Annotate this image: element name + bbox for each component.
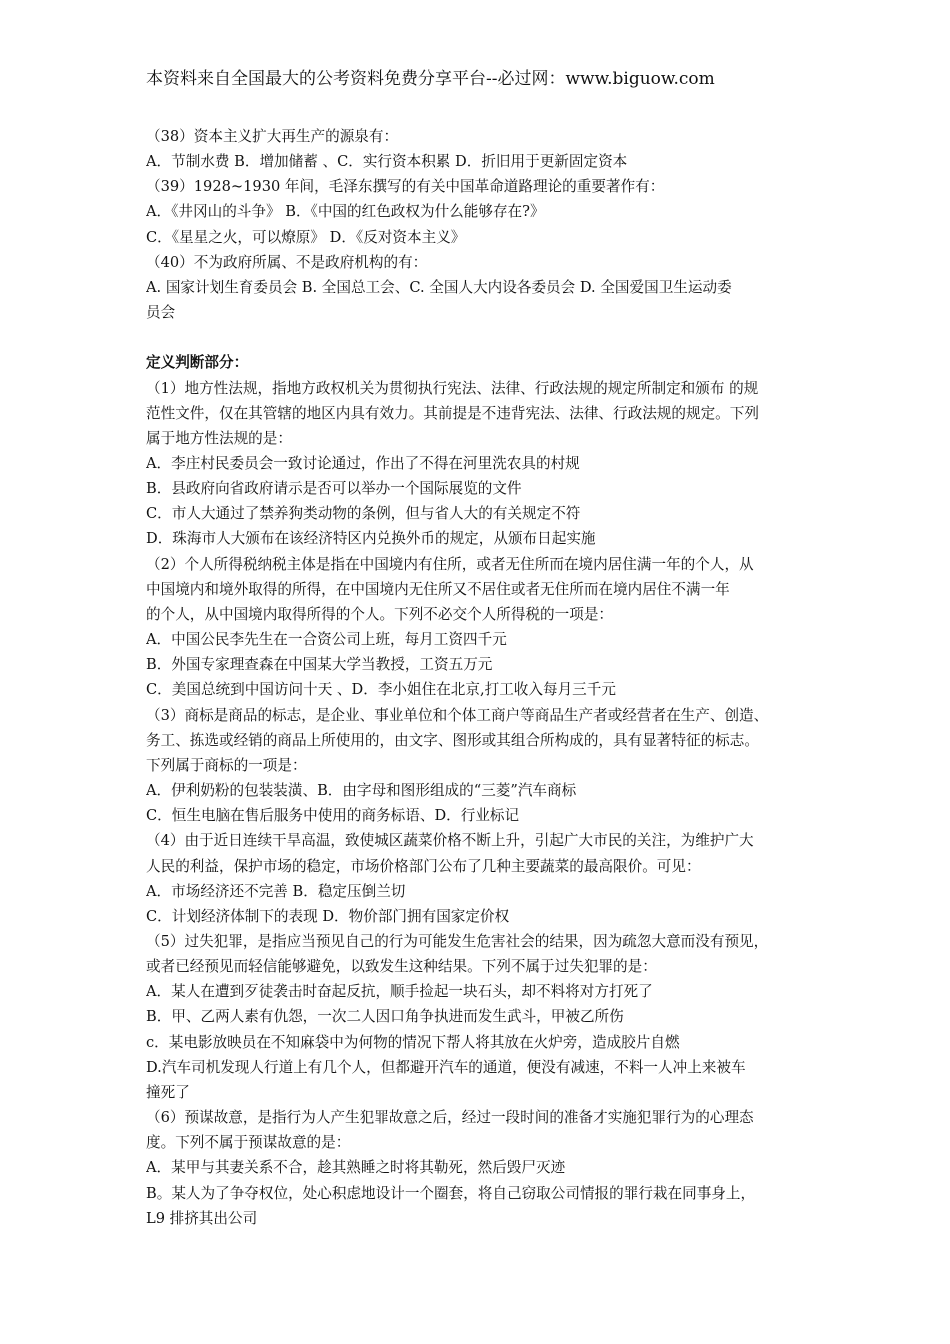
blank-line [146,325,830,350]
text-line: 的个人，从中国境内取得所得的个人。下列不必交个人所得税的一项是： [146,605,614,623]
text-line: A．某人在遭到歹徒袭击时奋起反抗，顺手捡起一块石头，却不料将对方打死了 [146,983,653,1001]
text-line: A．中国公民李先生在一合资公司上班，每月工资四千元 [146,631,507,649]
document-body [146,124,830,1231]
text-line: （1）地方性法规，指地方政权机关为贯彻执行宪法、法律、行政法规的规定所制定和颁布 的规 [146,379,759,397]
text-line: B。某人为了争夺权位，处心积虑地设计一个圈套，将自己窃取公司情报的罪行栽在同事身上， [146,1184,756,1202]
text-line: B．甲、乙两人素有仇怨，一次二人因口角争执进而发生武斗，甲被乙所伤 [146,1008,624,1026]
text-line: 员会 [146,304,176,322]
text-line: （40）不为政府所属、不是政府机构的有： [146,253,428,271]
text-line: B．外国专家理查森在中国某大学当教授，工资五万元 [146,656,493,674]
text-line: A．《井冈山的斗争》 B．《中国的红色政权为什么能够存在?》 [146,203,545,221]
text-line: B．县政府向省政府请示是否可以举办一个国际展览的文件 [146,480,522,498]
text-line: 中国境内和境外取得的所得，在中国境内无住所又不居住或者无住所而在境内居住不满一年 [146,580,730,598]
page-header: 本资料来自全国最大的公考资料免费分享平台--必过网：www.biguow.com [146,69,715,89]
text-line: A. 国家计划生育委员会 B. 全国总工会、C. 全国人大内设各委员会 D. 全国爱国卫生运动委 [146,278,732,296]
text-line: C．计划经济体制下的表现 D．物价部门拥有国家定价权 [146,907,510,925]
text-line: 度。下列不属于预谋故意的是： [146,1134,351,1152]
text-line: （3）商标是商品的标志，是企业、事业单位和个体工商户等商品生产者或经营者在生产、创造、 [146,706,769,724]
text-line: D．珠海市人大颁布在该经济特区内兑换外币的规定，从颁布日起实施 [146,530,596,548]
text-line: （39）1928~1930 年间，毛泽东撰写的有关中国革命道路理论的重要著作有： [146,178,665,196]
text-line: （2）个人所得税纳税主体是指在中国境内有住所，或者无住所而在境内居住满一年的个人，从 [146,555,754,573]
text-line: （4）由于近日连续干旱高温，致使城区蔬菜价格不断上升，引起广大市民的关注，为维护广大 [146,832,754,850]
text-line: 属于地方性法规的是： [146,429,292,447]
text-line: A．节制水费 B．增加储蓄 、C．实行资本积累 D．折旧用于更新固定资本 [146,153,628,171]
text-line: A．某甲与其妻关系不合，趁其熟睡之时将其勒死，然后毁尸灭迹 [146,1159,566,1177]
text-line: （38）资本主义扩大再生产的源泉有： [146,128,399,145]
text-line: C．《星星之火，可以燎原》 D．《反对资本主义》 [146,228,466,246]
section-title: 定义判断部分： [146,354,249,372]
text-line: L9 排挤其出公司 [146,1209,258,1227]
text-line: c．某电影放映员在不知麻袋中为何物的情况下帮人将其放在火炉旁，造成胶片自燃 [146,1033,680,1051]
text-line: A．市场经济还不完善 B．稳定压倒兰切 [146,882,406,900]
text-line: 撞死了 [146,1083,190,1101]
text-line: A．伊利奶粉的包装装潢、B．由字母和图形组成的“三菱”汽车商标 [146,782,577,800]
text-line: A．李庄村民委员会一致讨论通过，作出了不得在河里洗农具的村规 [146,455,580,473]
text-line: 务工、拣选或经销的商品上所使用的，由文字、图形或其组合所构成的，具有显著特征的标志。 [146,731,759,749]
text-line: 或者已经预见而轻信能够避免，以致发生这种结果。下列不属于过失犯罪的是： [146,958,657,976]
text-line: D.汽车司机发现人行道上有几个人，但都避开汽车的通道，便没有减速，不料一人冲上来被车 [146,1058,746,1076]
text-line: （5）过失犯罪，是指应当预见自己的行为可能发生危害社会的结果，因为疏忽大意而没有预见， [146,932,769,950]
text-line: 范性文件，仅在其管辖的地区内具有效力。其前提是不违背宪法、法律、行政法规的规定。下列 [146,404,759,422]
text-line: C．美国总统到中国访问十天 、D．李小姐住在北京,打工收入每月三千元 [146,681,616,699]
text-line: 人民的利益，保护市场的稳定，市场价格部门公布了几种主要蔬菜的最高限价。可见： [146,857,701,875]
text-line: （6）预谋故意，是指行为人产生犯罪故意之后，经过一段时间的准备才实施犯罪行为的心理态 [146,1109,754,1127]
text-line: 下列属于商标的一项是： [146,756,307,774]
text-line: C．市人大通过了禁养狗类动物的条例，但与省人大的有关规定不符 [146,505,581,523]
text-line: C．恒生电脑在售后服务中使用的商务标语、D．行业标记 [146,807,520,825]
